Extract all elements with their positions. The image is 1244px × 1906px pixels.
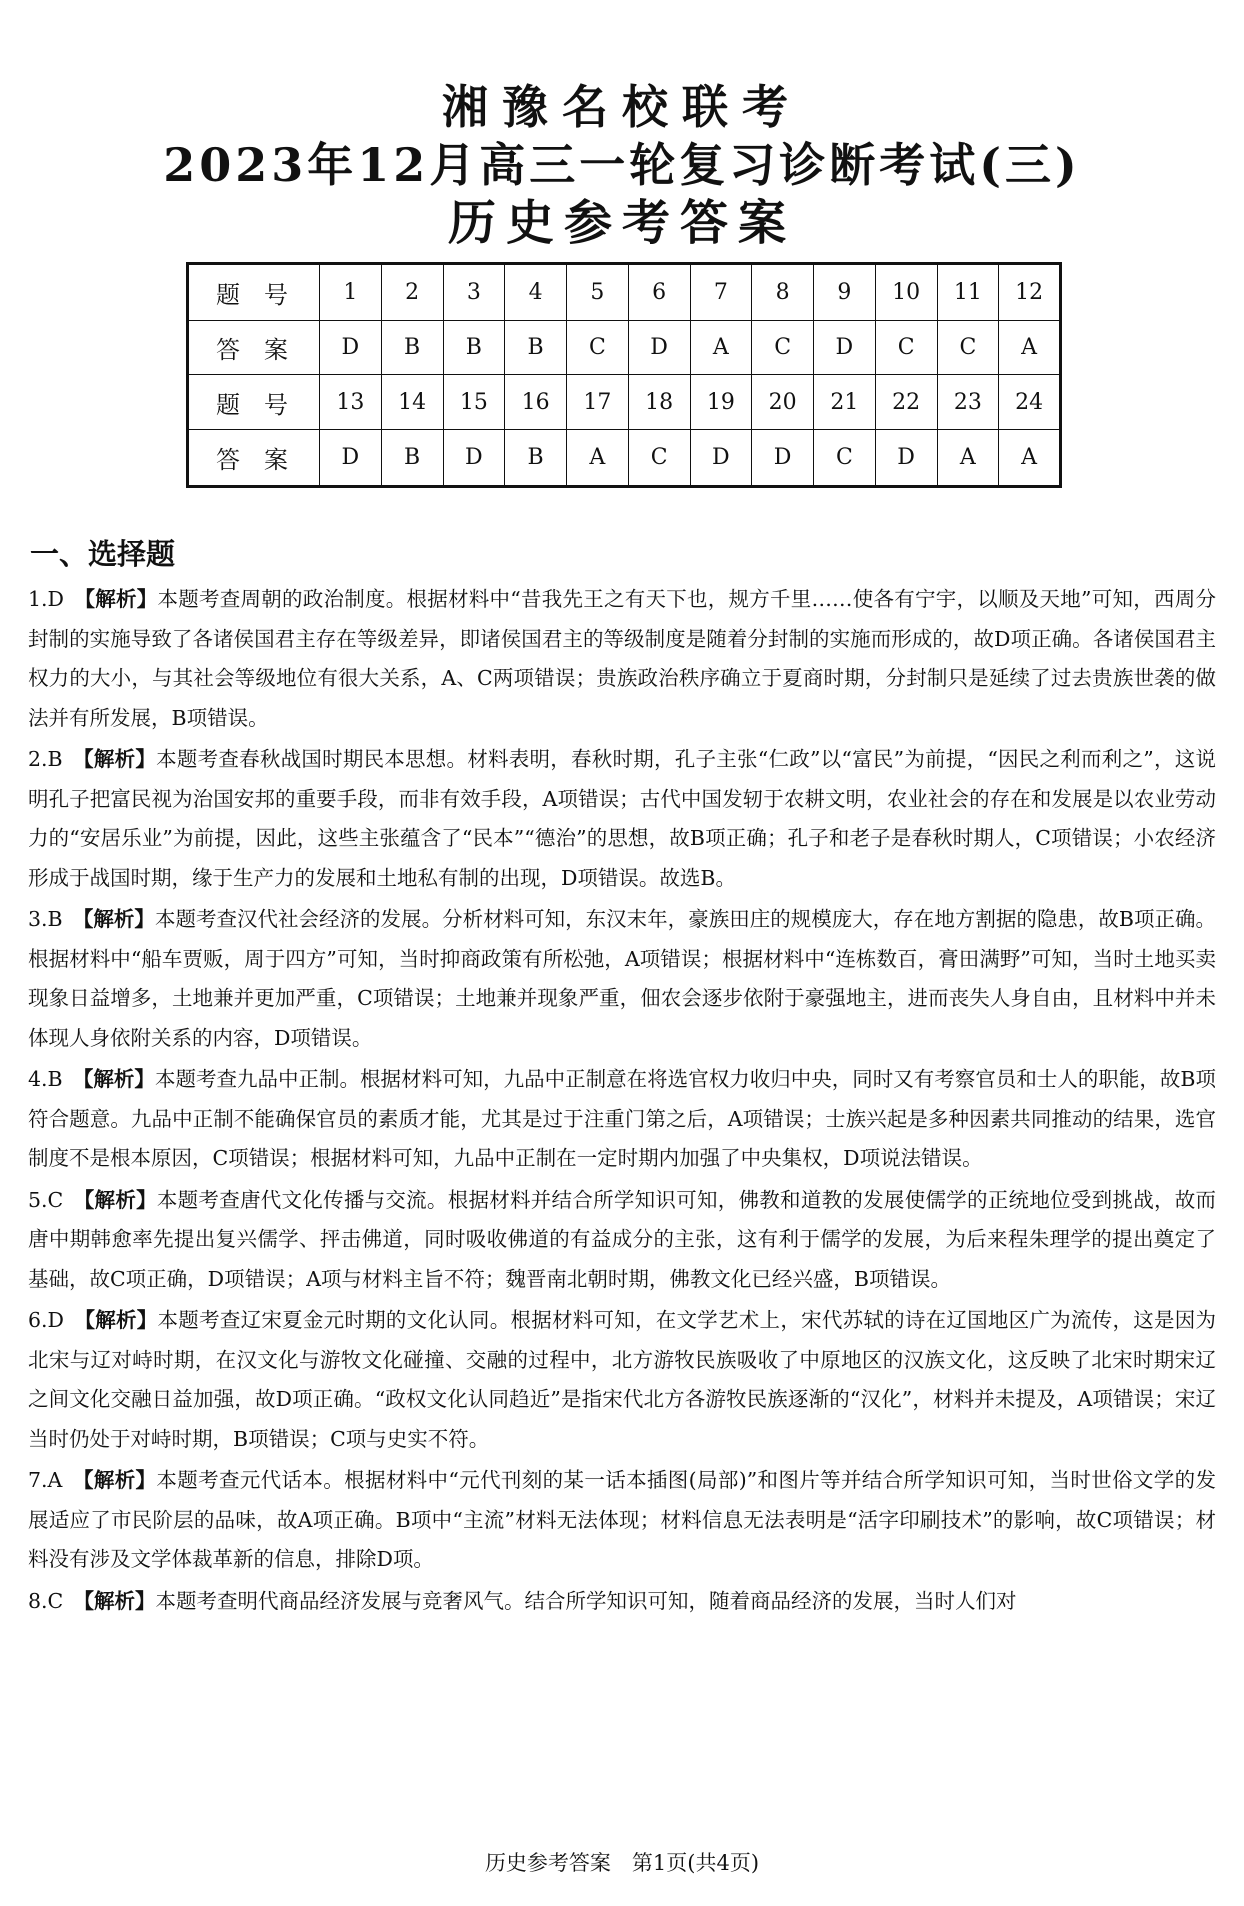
answer-cell: D	[628, 320, 690, 375]
analysis-tag: 【解析】	[73, 1588, 156, 1613]
answer-key-table	[186, 262, 1062, 488]
explanation-text: 本题考查明代商品经济发展与竞奢风气。结合所学知识可知，随着商品经济的发展，当时人们对	[155, 1588, 1017, 1613]
answer-cell: C	[628, 430, 690, 487]
answer-cell: C	[567, 320, 629, 375]
answer-cell: D	[875, 430, 937, 487]
answer-cell: B	[443, 320, 505, 375]
question-number-cell: 11	[937, 264, 999, 321]
question-number-cell: 13	[320, 375, 382, 430]
question-answer-label: 4.B	[28, 1067, 63, 1091]
question-number-cell: 14	[381, 375, 443, 430]
explanation-item	[28, 1060, 1216, 1179]
explanation-item	[28, 1461, 1216, 1580]
question-number-cell: 17	[567, 375, 629, 430]
answer-cell: A	[999, 320, 1061, 375]
analysis-tag: 【解析】	[72, 747, 157, 771]
question-number-cell: 10	[875, 264, 937, 321]
answer-cell: D	[814, 320, 876, 375]
row-label-question: 题号	[188, 375, 320, 430]
answer-cell: B	[381, 430, 443, 487]
analysis-tag: 【解析】	[74, 587, 158, 611]
explanation-item	[28, 900, 1216, 1058]
explanation-text: 本题考查周朝的政治制度。根据材料中“昔我先王之有天下也，规方千里……使各有宁宇，以顺及天地”可知，西周分封制的实施导致了各诸侯国君主存在等级差异，即诸侯国君主的等级制度是随着分封制的实施而形成的，故D项正确。各诸侯国君主权力的大小，与其社会等级地位有很大关系，A、C两项错误；贵族政治秩序确立于夏商时期，分封制只是延续了过去贵族世袭的做法并有所发展，B项错误。	[28, 587, 1217, 730]
explanation-text: 本题考查汉代社会经济的发展。分析材料可知，东汉末年，豪族田庄的规模庞大，存在地方割据的隐患，故B项正确。根据材料中“船车贾贩，周于四方”可知，当时抑商政策有所松弛，A项错误；根据材料中“连栋数百，膏田满野”可知，当时土地买卖现象日益增多，土地兼并更加严重，C项错误；土地兼并现象严重，佃农会逐步依附于豪强地主，进而丧失人身自由，且材料中并未体现人身依附关系的内容，D项错误。	[28, 907, 1217, 1050]
answer-cell: D	[320, 320, 382, 375]
answer-cell: D	[752, 430, 814, 487]
question-number-row	[188, 375, 1061, 430]
page-footer: 历史参考答案 第1页(共4页)	[484, 1851, 760, 1875]
question-number-cell: 12	[999, 264, 1061, 321]
question-answer-label: 5.C	[28, 1187, 64, 1212]
question-answer-label: 3.B	[28, 907, 63, 931]
explanation-item	[28, 1582, 1216, 1622]
question-answer-label: 6.D	[28, 1308, 64, 1332]
answer-cell: A	[567, 430, 629, 487]
explanation-list	[28, 580, 1216, 1623]
question-number-cell: 15	[443, 375, 505, 430]
answer-cell: C	[752, 320, 814, 375]
exam-org-title: 湘豫名校联考	[442, 80, 802, 134]
answer-row	[188, 430, 1061, 487]
question-number-cell: 9	[814, 264, 876, 321]
answer-cell: D	[320, 430, 382, 487]
answer-cell: C	[937, 320, 999, 375]
explanation-item	[28, 740, 1216, 898]
answer-cell: B	[505, 320, 567, 375]
explanation-item	[28, 1181, 1216, 1300]
question-number-cell: 18	[628, 375, 690, 430]
row-label-question: 题号	[188, 264, 320, 321]
analysis-tag: 【解析】	[74, 1308, 158, 1332]
answer-cell: C	[814, 430, 876, 487]
analysis-tag: 【解析】	[72, 1067, 155, 1091]
question-number-cell: 21	[814, 375, 876, 430]
question-answer-label: 1.D	[28, 587, 64, 611]
explanation-item	[28, 1301, 1216, 1459]
document-header	[0, 78, 1244, 252]
answer-cell: D	[690, 430, 752, 487]
explanation-text: 本题考查元代话本。根据材料中“元代刊刻的某一话本插图(局部)”和图片等并结合所学知识可知，当时世俗文学的发展适应了市民阶层的品味，故A项正确。B项中“主流”材料无法体现；材料信息无法表明是“活字印刷技术”的影响，故C项错误；材料没有涉及文学体裁革新的信息，排除D项。	[28, 1468, 1217, 1571]
explanation-text: 本题考查唐代文化传播与交流。根据材料并结合所学知识可知，佛教和道教的发展使儒学的正统地位受到挑战，故而唐中期韩愈率先提出复兴儒学、抨击佛道，同时吸收佛道的有益成分的主张，这有利于儒学的发展，为后来程朱理学的提出奠定了基础，故C项正确，D项错误；A项与材料主旨不符；魏晋南北朝时期，佛教文化已经兴盛，B项错误。	[28, 1187, 1217, 1291]
explanation-text: 本题考查九品中正制。根据材料可知，九品中正制意在将选官权力收归中央，同时又有考察官员和士人的职能，故B项符合题意。九品中正制不能确保官员的素质才能，尤其是过于注重门第之后，A项错误；士族兴起是多种因素共同推动的结果，选官制度不是根本原因，C项错误；根据材料可知，九品中正制在一定时期内加强了中央集权，D项说法错误。	[28, 1067, 1217, 1170]
row-label-answer: 答案	[188, 430, 320, 487]
row-label-answer: 答案	[188, 320, 320, 375]
question-number-cell: 6	[628, 264, 690, 321]
question-number-cell: 20	[752, 375, 814, 430]
question-number-cell: 8	[752, 264, 814, 321]
question-number-cell: 23	[937, 375, 999, 430]
answer-row	[188, 320, 1061, 375]
section-title: 一、选择题	[30, 537, 176, 571]
question-number-cell: 7	[690, 264, 752, 321]
answer-cell: A	[999, 430, 1061, 487]
subject-answer-title: 历史参考答案	[447, 195, 796, 251]
answer-cell: B	[505, 430, 567, 487]
analysis-tag: 【解析】	[72, 1468, 157, 1492]
answer-cell: D	[443, 430, 505, 487]
exam-name-title: 2023年12月高三一轮复习诊断考试(三)	[163, 138, 1081, 192]
question-number-cell: 19	[690, 375, 752, 430]
question-number-cell: 4	[505, 264, 567, 321]
answer-cell: B	[381, 320, 443, 375]
question-answer-label: 8.C	[28, 1588, 64, 1613]
question-number-cell: 2	[381, 264, 443, 321]
question-number-cell: 22	[875, 375, 937, 430]
question-number-cell: 24	[999, 375, 1061, 430]
question-answer-label: 7.A	[28, 1468, 63, 1492]
explanation-text: 本题考查春秋战国时期民本思想。材料表明，春秋时期，孔子主张“仁政”以“富民”为前提，“因民之利而利之”，这说明孔子把富民视为治国安邦的重要手段，而非有效手段，A项错误；古代中国发轫于农耕文明，农业社会的存在和发展是以农业劳动力的“安居乐业”为前提，因此，这些主张蕴含了“民本”“德治”的思想，故B项正确；孔子和老子是春秋时期人，C项错误；小农经济形成于战国时期，缘于生产力的发展和土地私有制的出现，D项错误。故选B。	[28, 747, 1216, 890]
question-number-cell: 1	[320, 264, 382, 321]
answer-cell: A	[937, 430, 999, 487]
explanation-item	[28, 580, 1216, 738]
question-number-cell: 16	[505, 375, 567, 430]
question-number-row	[188, 264, 1061, 321]
answer-cell: C	[875, 320, 937, 375]
answer-cell: A	[690, 320, 752, 375]
question-number-cell: 3	[443, 264, 505, 321]
question-number-cell: 5	[567, 264, 629, 321]
question-answer-label: 2.B	[28, 747, 63, 771]
explanation-text: 本题考查辽宋夏金元时期的文化认同。根据材料可知，在文学艺术上，宋代苏轼的诗在辽国地区广为流传，这是因为北宋与辽对峙时期，在汉文化与游牧文化碰撞、交融的过程中，北方游牧民族吸收了中原地区的汉族文化，这反映了北宋时期宋辽之间文化交融日益加强，故D项正确。“政权文化认同趋近”是指宋代北方各游牧民族逐渐的“汉化”，材料并未提及，A项错误；宋辽当时仍处于对峙时期，B项错误；C项与史实不符。	[28, 1308, 1216, 1451]
analysis-tag: 【解析】	[73, 1187, 157, 1212]
analysis-tag: 【解析】	[72, 907, 155, 931]
